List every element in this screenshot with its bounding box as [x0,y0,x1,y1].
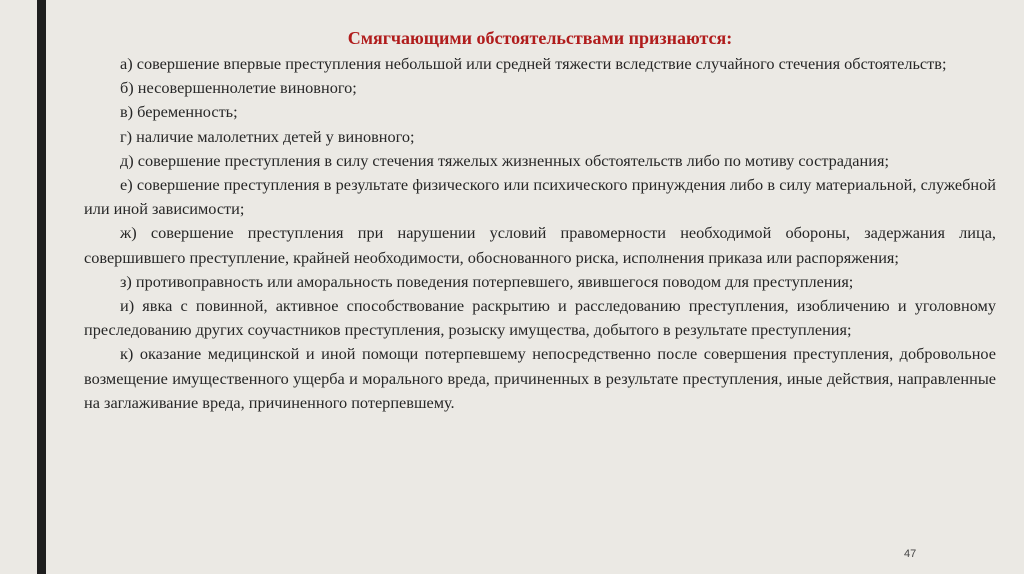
list-item-e: е) совершение преступления в результате физического или психического принуждения либо в силу материальной, служебной или иной зависимости; [84,175,996,219]
list-item-k: к) оказание медицинской и иной помощи потерпевшему непосредственно после совершения преступления, добровольное возмещение имущественного ущерба и морального вреда, причиненных в результате преступления, иные действия, направленные на заглаживание вреда, причиненного потерпевшему. [84,344,996,412]
list-item-a: а) совершение впервые преступления небольшой или средней тяжести вследствие случайного стечения обстоятельств; [120,54,947,73]
list-item-b: б) несовершеннолетие виновного; [120,78,357,98]
list-item-z: з) противоправность или аморальность поведения потерпевшего, явившегося поводом для преступления; [120,271,854,291]
list-item-d: д) совершение преступления в силу стечения тяжелых жизненных обстоятельств либо по мотиву сострадания; [120,150,889,170]
page-number: 47 [904,548,917,560]
slide-content [84,27,996,415]
list-item-zh: ж) совершение преступления при нарушении условий правомерности необходимой обороны, задержания лица, совершившего преступление, крайней необходимости, обоснованного риска, исполнения приказа или распоряжения; [84,223,996,267]
left-accent-bar [37,0,46,574]
slide-title: Смягчающими обстоятельствами признаются: [347,28,733,48]
list-item-i: и) явка с повинной, активное способствование раскрытию и расследованию преступления, изобличению и уголовному преследованию других соучастников преступления, розыску имущества, добытого в результате преступления; [84,296,996,340]
list-item-g: г) наличие малолетних детей у виновного; [120,126,415,146]
list-item-v: в) беременность; [120,102,238,122]
